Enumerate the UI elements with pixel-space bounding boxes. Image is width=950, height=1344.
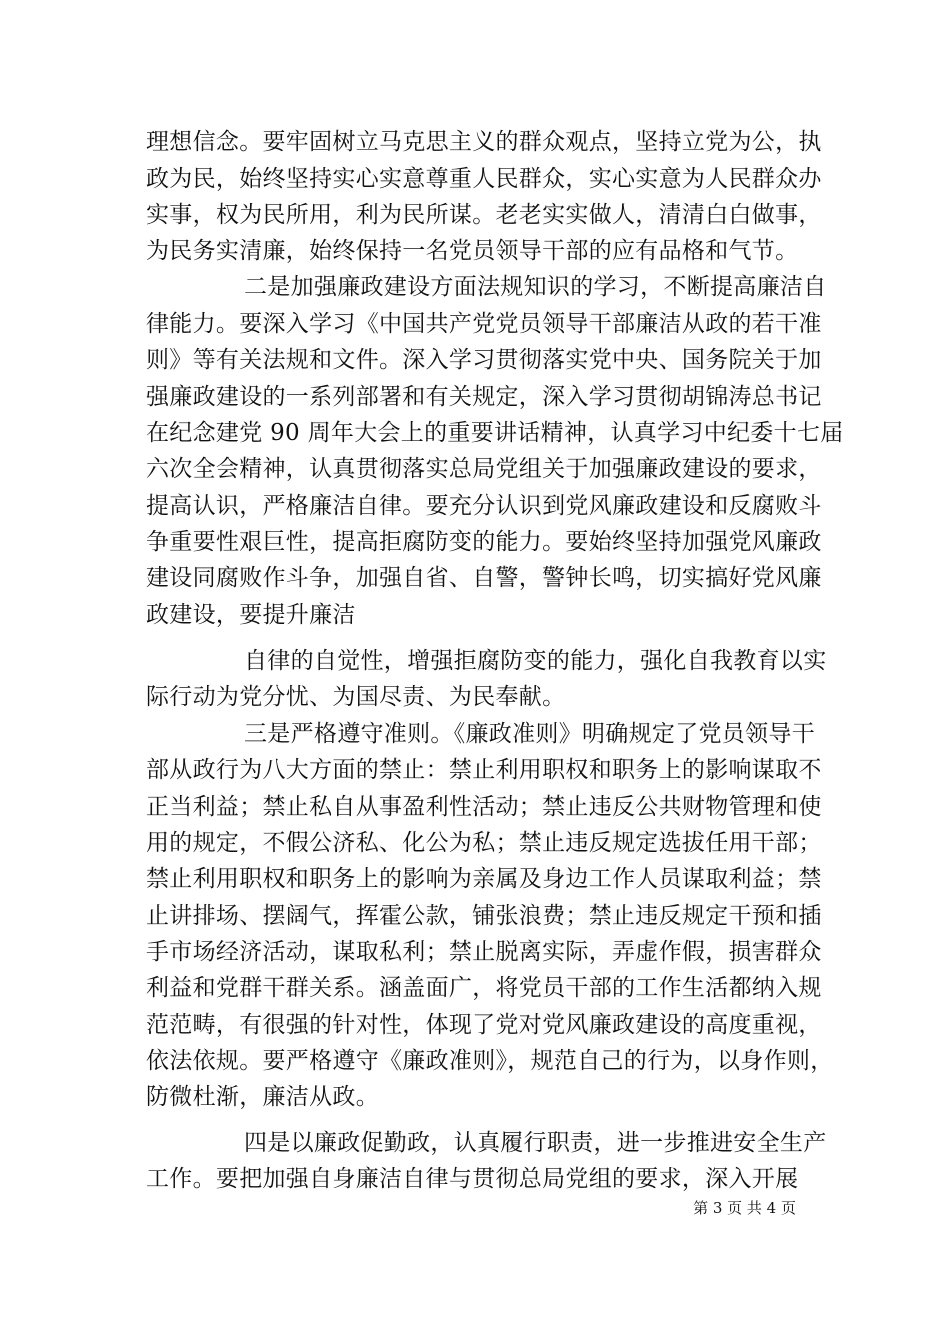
paragraph-5-line-2: 工作。要把加强自身廉洁自律与贯彻总局党组的要求，深入开展 xyxy=(146,1166,799,1192)
paragraph-4-line-5: 禁止利用职权和职务上的影响为亲属及身边工作人员谋取利益；禁 xyxy=(146,866,822,892)
paragraph-2-line-2: 律能力。要深入学习《中国共产党党员领导干部廉洁从政的若干准 xyxy=(146,311,822,337)
paragraph-4-line-8: 利益和党群干群关系。涵盖面广，将党员干部的工作生活都纳入规 xyxy=(146,975,822,1001)
paragraph-2-line-10: 政建设，要提升廉洁 xyxy=(146,602,356,628)
paragraph-4-line-9: 范范畴，有很强的针对性，体现了党对党风廉政建设的高度重视， xyxy=(146,1012,822,1038)
paragraph-4-line-3: 正当利益；禁止私自从事盈利性活动；禁止违反公共财物管理和使 xyxy=(146,794,822,820)
paragraph-2-line-1: 二是加强廉政建设方面法规知识的学习，不断提高廉洁自 xyxy=(244,274,827,300)
paragraph-4-line-2: 部从政行为八大方面的禁止：禁止利用职权和职务上的影响谋取不 xyxy=(146,757,822,783)
paragraph-1-line-3: 实事，权为民所用，利为民所谋。老老实实做人，清清白白做事， xyxy=(146,202,822,228)
page-number-footer: 第 3 页 共 4 页 xyxy=(693,1199,796,1217)
paragraph-2-line-3: 则》等有关法规和文件。深入学习贯彻落实党中央、国务院关于加 xyxy=(146,347,822,373)
paragraph-1-line-1: 理想信念。要牢固树立马克思主义的群众观点，坚持立党为公，执 xyxy=(146,129,822,155)
paragraph-4-line-7: 手市场经济活动，谋取私利；禁止脱离实际，弄虚作假，损害群众 xyxy=(146,939,822,965)
paragraph-2-line-5: 在纪念建党 90 周年大会上的重要讲话精神，认真学习中纪委十七届 xyxy=(146,420,844,446)
paragraph-2-line-7: 提高认识，严格廉洁自律。要充分认识到党风廉政建设和反腐败斗 xyxy=(146,493,822,519)
paragraph-2-line-6: 六次全会精神，认真贯彻落实总局党组关于加强廉政建设的要求， xyxy=(146,456,822,482)
paragraph-2-line-8: 争重要性艰巨性，提高拒腐防变的能力。要始终坚持加强党风廉政 xyxy=(146,529,822,555)
paragraph-2-line-9: 建设同腐败作斗争，加强自省、自警，警钟长鸣，切实搞好党风廉 xyxy=(146,565,822,591)
paragraph-2-line-4: 强廉政建设的一系列部署和有关规定，深入学习贯彻胡锦涛总书记 xyxy=(146,384,822,410)
paragraph-4-line-1: 三是严格遵守准则。《廉政准则》明确规定了党员领导干 xyxy=(244,721,815,747)
paragraph-1-line-2: 政为民，始终坚持实心实意尊重人民群众，实心实意为人民群众办 xyxy=(146,166,822,192)
paragraph-4-line-10: 依法依规。要严格遵守《廉政准则》，规范自己的行为，以身作则， xyxy=(146,1048,834,1074)
paragraph-4-line-6: 止讲排场、摆阔气，挥霍公款，铺张浪费；禁止违反规定干预和插 xyxy=(146,903,822,929)
paragraph-3-line-2: 际行动为党分忧、为国尽责、为民奉献。 xyxy=(146,684,566,710)
paragraph-5-line-1: 四是以廉政促勤政，认真履行职责，进一步推进安全生产 xyxy=(244,1130,827,1156)
paragraph-3-line-1: 自律的自觉性，增强拒腐防变的能力，强化自我教育以实 xyxy=(244,648,827,674)
paragraph-4-line-4: 用的规定，不假公济私、化公为私；禁止违反规定选拔任用干部； xyxy=(146,830,822,856)
paragraph-1-line-4: 为民务实清廉，始终保持一名党员领导干部的应有品格和气节。 xyxy=(146,238,799,264)
paragraph-4-line-11: 防微杜渐，廉洁从政。 xyxy=(146,1084,379,1110)
